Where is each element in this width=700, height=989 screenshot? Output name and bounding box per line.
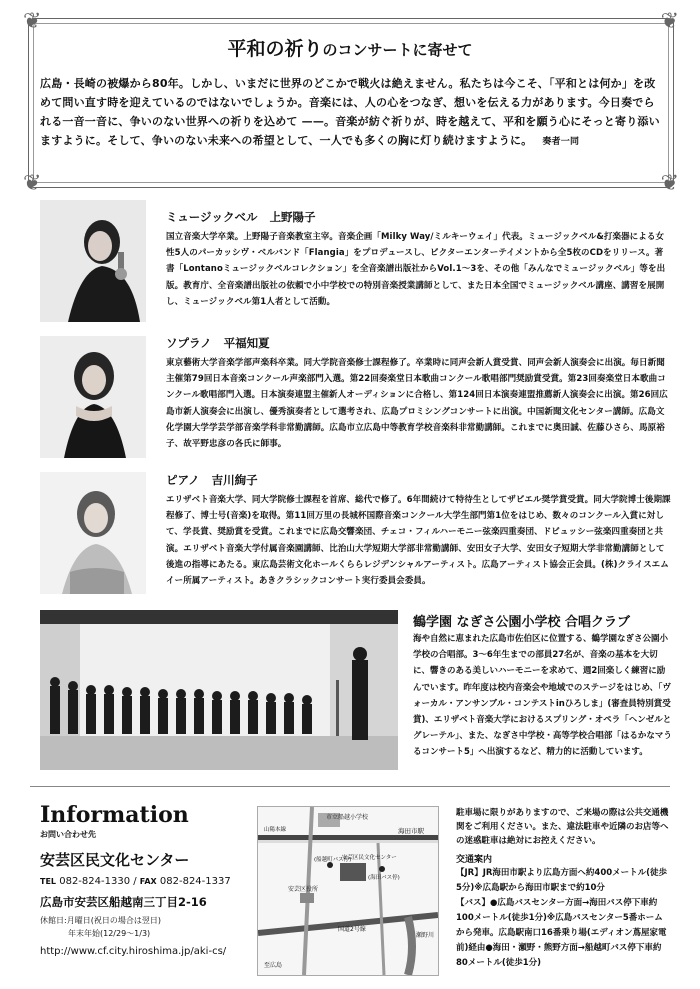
profile-role: ピアノ bbox=[166, 473, 200, 487]
profile-person: 上野陽子 bbox=[269, 210, 316, 224]
closed-days bbox=[40, 914, 161, 940]
portrait-yoshikawa-drawing bbox=[40, 472, 146, 594]
fax-number: 082-824-1337 bbox=[159, 876, 231, 887]
profile-name-hirafuku bbox=[166, 335, 270, 351]
map-label-station: 海田市駅 bbox=[398, 827, 424, 835]
venue-address: 広島市安芸区船越南三丁目2-16 bbox=[40, 895, 207, 909]
choir-title: 鶴学園 なぎさ公園小学校 合唱クラブ bbox=[413, 615, 631, 630]
venue-name: 安芸区民文化センター bbox=[40, 851, 190, 869]
intro-body: 広島・長崎の被爆から80年。しかし、いまだに世界のどこかで戦火は絶えません。私たちは今こそ、「平和とは何か」を改めて問い直す時を迎えているのではないでしょうか。音楽には、人の心をつなぎ、想いを伝える力があります。今日奏でられる一音一音に、争いのない世界への祈りを込めて ——。音楽が紡ぐ祈りが、時を越えて、平和を願う心にそっと寄り添いますように。そして、争いのない未来への希望として、一人でも多くの胸に灯り続けますように。 bbox=[40, 77, 660, 147]
access-directions bbox=[456, 866, 671, 971]
parking-notice: 駐車場に限りがありますので、ご来場の際は公共交通機関をご利用ください。また、違法駐車や近隣のお店等への迷惑駐車は絶対にお控えください。 bbox=[456, 808, 669, 846]
section-divider bbox=[30, 786, 670, 787]
map-label-jr: 至広島 bbox=[264, 962, 283, 969]
page-title bbox=[0, 34, 700, 61]
title-rest: のコンサートに寄せて bbox=[322, 41, 473, 59]
info-title: Information bbox=[40, 802, 189, 828]
choir-photo bbox=[40, 610, 398, 770]
profile-name-yoshikawa bbox=[166, 472, 258, 488]
profile-name-ueno bbox=[166, 209, 316, 225]
corner-ornament-icon: ❦ bbox=[660, 171, 679, 196]
map-label-sanyo: 山陽本線 bbox=[264, 827, 287, 833]
info-subtitle: お問い合わせ先 bbox=[40, 830, 96, 839]
map-label-school: 市立船越小学校 bbox=[326, 814, 369, 821]
portrait-photo-hirafuku bbox=[40, 336, 146, 458]
profile-role: ソプラノ bbox=[166, 336, 212, 350]
map-drawing bbox=[258, 807, 438, 975]
closed-days-line: 休館日:月曜日(祝日の場合は翌日) bbox=[40, 916, 161, 925]
tel-number: 082-824-1330 bbox=[59, 876, 131, 887]
map-label-busstop-funakoshi: (船越町バス停) bbox=[314, 857, 352, 863]
portrait-hirafuku-drawing bbox=[40, 336, 146, 458]
choir-stage-drawing bbox=[40, 610, 398, 770]
profile-person: 平福知夏 bbox=[223, 336, 270, 350]
portrait-photo-yoshikawa bbox=[40, 472, 146, 594]
corner-ornament-icon: ❦ bbox=[23, 9, 42, 34]
intro-signature: 奏者一同 bbox=[542, 137, 580, 147]
contact-numbers: TEL 082-824-1330 / FAX 082-824-1337 bbox=[40, 876, 231, 887]
fax-label: FAX bbox=[139, 877, 157, 886]
profile-bio-hirafuku: 東京藝術大学音楽学部声楽科卒業。同大学院音楽修士課程修了。卒業時に同声会新人賞受賞、同声会新人演奏会に出演。毎日新聞主催第79回日本音楽コンクール声楽部門入選。第22回奏楽堂日本歌曲コンクール歌唱部門奨励賞受賞。第23回奏楽堂日本歌曲コンクール歌唱部門入選。日本演奏連盟主催新人オーディションに合格し、第124回日本演奏連盟推薦新人演奏会に出演。第26回広島市新人演奏会に出演し、優秀演奏者として選考され、広島プロミシングコンサートに出演。中国新聞文化センター講師。広島文化学園大学学芸学部音楽学科非常勤講師。広島市立広島中等教育学校音楽科非常勤講師。これまでに奥田誠、佐藤ひさら、馬原裕子、故平野忠彦の各氏に師事。 bbox=[166, 358, 668, 450]
portrait-photo-ueno bbox=[40, 200, 146, 322]
title-main: 平和の祈り bbox=[227, 38, 323, 60]
map-label-busstop-kaita: (海田バス停) bbox=[368, 875, 400, 881]
access-title: 交通案内 bbox=[456, 855, 493, 865]
corner-ornament-icon: ❦ bbox=[660, 9, 679, 34]
profile-bio-yoshikawa: エリザベト音楽大学、同大学院修士課程を首席、総代で修了。6年間続けて特待生としてザビエル奨学賞受賞。同大学院博士後期課程修了、博士号(音楽)を取得。第11回万里の長城杯国際音楽コンクール大学生部門第1位をはじめ、数々のコンクール入賞に対して、学長賞、奨励賞を受賞。これまでに広島交響楽団、チェコ・フィルハーモニー弦楽四重奏団、ドビュッシー弦楽四重奏団と共演。エリザベト音楽大学付属音楽園講師、比治山大学短期大学部非常勤講師、安田女子大学、安田女子短期大学非常勤講師として後進の指導にあたる。東広島芸術文化ホールくららレジデンシャルアーティスト。広島アーティスト協会正会員。(株)クライスエムイー所属アーティスト。あきクラシックコンサート実行委員会委員。 bbox=[166, 495, 671, 587]
access-jr: 【JR】JR海田市駅より広島方面へ約400メートル(徒歩5分)※広島駅から海田市駅まで約10分 bbox=[456, 868, 668, 893]
tel-label: TEL bbox=[40, 877, 57, 886]
access-map bbox=[257, 806, 439, 976]
profile-role: ミュージックベル bbox=[166, 210, 258, 224]
map-label-river: 瀬野川 bbox=[416, 932, 435, 939]
access-bus: 【バス】●広島バスセンター方面→海田バス停下車約100メートル(徒歩1分)※広島バスセンター5番ホームから発車。広島駅南口16番乗り場(エディオン蔦屋家電前)経由●海田・瀬野・熊野方面→船越町バス停下車約80メートル(徒歩1分) bbox=[456, 898, 667, 968]
choir-bio: 海や自然に恵まれた広島市佐伯区に位置する、鶴学園なぎさ公園小学校の合唱部。3～6年生までの部員27名が、音楽の基本を大切に、響きのある美しいハーモニーを求めて、週2回楽しく練習に励んでいます。昨年度は校内音楽会や地域でのステージをはじめ、「ヴォーカル・アンサンブル・コンテストinひろしま」(審査員特別賞受賞)、エリザベト音楽大学におけるスプリング・オペラ「ヘンゼルとグレーテル」、また、なぎさ中学校・高等学校合唱部「はるかなマうるコンサート5」へ出演するなど、精力的に活動しています。 bbox=[413, 634, 672, 758]
map-label-ward-office: 安芸区役所 bbox=[288, 886, 319, 893]
website-link[interactable]: http://www.cf.city.hiroshima.jp/aki-cs/ bbox=[40, 946, 227, 957]
closed-days-line: 年末年始(12/29～1/3) bbox=[68, 929, 151, 938]
profile-person: 吉川絢子 bbox=[211, 473, 258, 487]
intro-text bbox=[40, 74, 660, 152]
map-label-center: 安芸区民文化センター bbox=[342, 855, 397, 861]
map-label-route2: 国道2号線 bbox=[338, 926, 366, 933]
profile-bio-ueno: 国立音楽大学卒業。上野陽子音楽教室主宰。音楽企画「Milky Way/ミルキーウェイ」代表。ミュージックベル&打楽器による女性5人のパーカッシヴ・ベルバンド「Flangia」をプロデュースし、ビクターエンターテイメントから全5枚のCDをリリース。著書「Lontanoミュージックベルコレクション」を全音楽譜出版社からVol.1～3を、その他「みんなでミュージックベル」等を出版。教育庁、全音楽譜出版社の依頼で小中学校での特別音楽授業講師として、また日本全国でミュージックベル講座、講習を展開し、ミュージックベル第1人者として活動。 bbox=[166, 232, 666, 307]
corner-ornament-icon: ❦ bbox=[23, 171, 42, 196]
portrait-ueno-drawing bbox=[40, 200, 146, 322]
